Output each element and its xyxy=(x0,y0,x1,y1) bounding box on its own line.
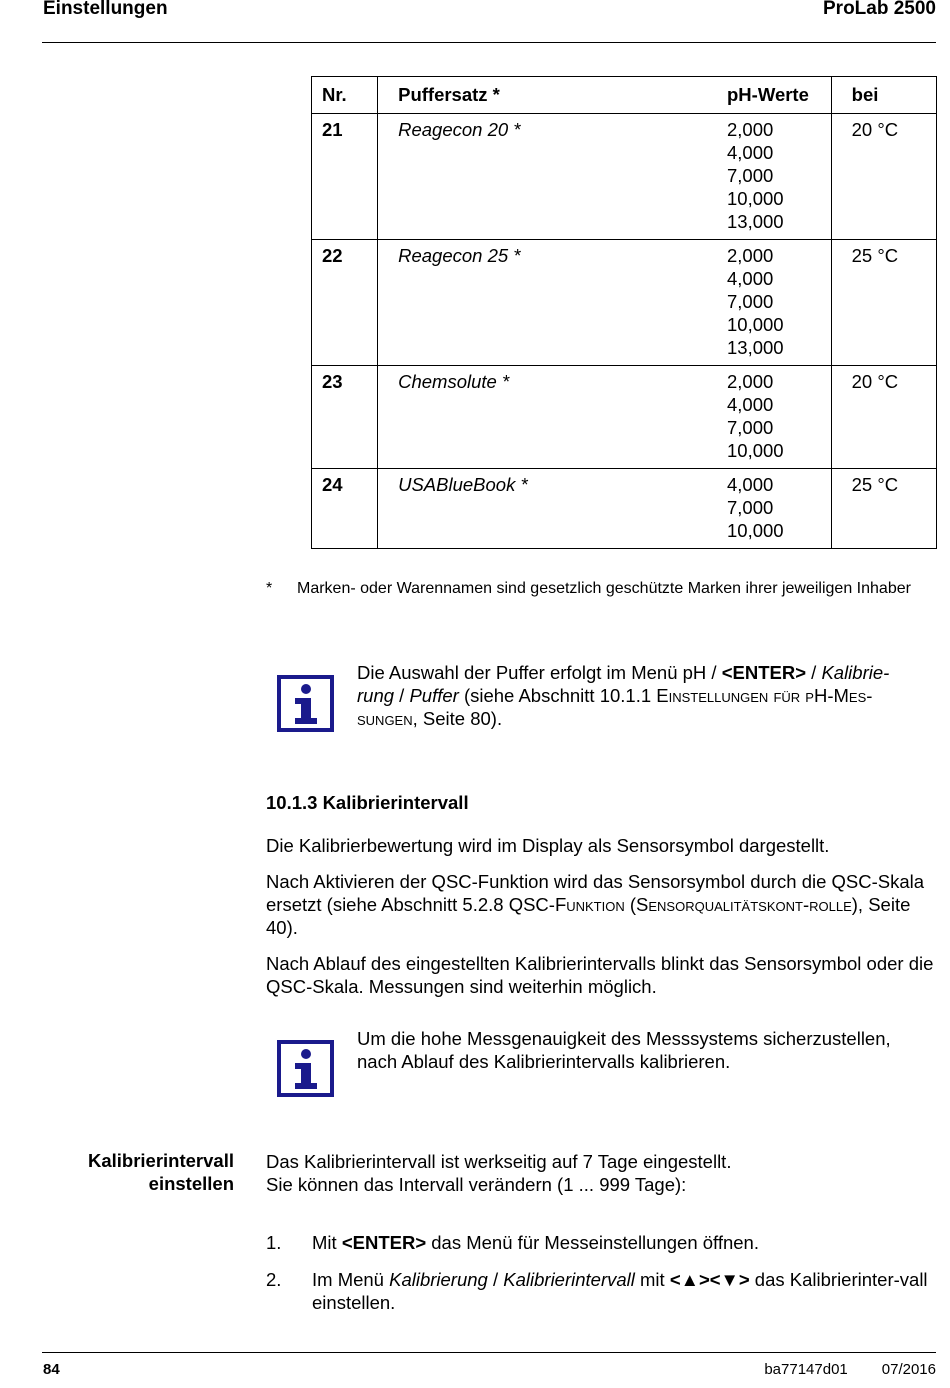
intro-line2: Sie können das Intervall verändern (1 ... 999 Tage): xyxy=(266,1174,687,1195)
row-nr: 22 xyxy=(312,240,378,366)
info-note-calibrate: Um die hohe Messgenauigkeit des Messsystems sicherzustellen, nach Ablauf des Kalibrierintervalls kalibrieren. xyxy=(357,1028,891,1072)
header-bei: bei xyxy=(831,77,936,114)
interval-intro xyxy=(266,1150,936,1196)
row-temperature: 20 °C xyxy=(831,366,936,469)
info1-text-b: / xyxy=(806,662,822,683)
qsc-section-reference: QSC-Funktion (Sensorqualitätskont-rolle) xyxy=(508,894,858,915)
paragraph-calibration-display: Die Kalibrierbewertung wird im Display als Sensorsymbol dargestellt. xyxy=(266,835,830,856)
menu-kalibrierung: Kalibrie-rung xyxy=(357,662,890,706)
section-title: 10.1.3 Kalibrierintervall xyxy=(266,792,469,813)
side-heading-line1: Kalibrierintervall xyxy=(87,1150,234,1171)
header-nr: Nr. xyxy=(312,77,378,114)
step-number: 2. xyxy=(266,1269,282,1290)
step-1 xyxy=(266,1231,936,1254)
row-temperature: 25 °C xyxy=(831,469,936,549)
menu-kalibrierintervall: Kalibrierintervall xyxy=(503,1269,635,1290)
ph-value: 7,000 xyxy=(727,497,774,518)
table-row xyxy=(312,114,937,240)
doc-number: ba77147d01 xyxy=(764,1361,848,1378)
row-buffer-name: Chemsolute * xyxy=(378,366,727,469)
paragraph-qsc xyxy=(266,870,936,939)
ph-value: 7,000 xyxy=(727,165,774,186)
ph-value: 4,000 xyxy=(727,142,774,163)
footnote-text: Marken- oder Warennamen sind gesetzlich geschützte Marken ihrer jeweiligen Inhaber xyxy=(297,580,911,597)
side-heading-line2: einstellen xyxy=(148,1173,234,1194)
page-header-product: ProLab 2500 xyxy=(823,0,936,19)
ph-value: 4,000 xyxy=(727,474,774,495)
ph-value: 2,000 xyxy=(727,119,774,140)
step-2 xyxy=(266,1268,936,1314)
intro-line1: Das Kalibrierintervall ist werkseitig auf 7 Tage eingestellt. xyxy=(266,1151,732,1172)
menu-puffer: Puffer xyxy=(409,685,459,706)
info1-text-d: (siehe Abschnitt 10.1.1 xyxy=(458,685,657,706)
header-rule xyxy=(42,42,936,43)
info1-text-a: Die Auswahl der Puffer erfolgt im Menü pH / xyxy=(357,662,722,683)
ph-value: 10,000 xyxy=(727,188,784,209)
info1-text-e: , Seite 80). xyxy=(412,708,503,729)
arrow-keys: <▲><▼> xyxy=(669,1269,750,1290)
row-buffer-name: USABlueBook * xyxy=(378,469,727,549)
step-text: Mit <ENTER> das Menü für Messeinstellungen öffnen. xyxy=(312,1232,759,1253)
ph-value: 2,000 xyxy=(727,245,774,266)
row-ph-values xyxy=(727,240,831,366)
row-nr: 23 xyxy=(312,366,378,469)
info1-text-c: / xyxy=(394,685,410,706)
table-row xyxy=(312,366,937,469)
row-ph-values xyxy=(727,366,831,469)
enter-key: <ENTER> xyxy=(341,1232,427,1253)
footnote-marker: * xyxy=(266,580,273,597)
ph-value: 10,000 xyxy=(727,520,784,541)
section-reference: Einstellungen für pH-Mes-sungen xyxy=(357,685,873,729)
info-icon xyxy=(277,675,334,732)
step-text: Im Menü Kalibrierung / Kalibrierintervall mit <▲><▼> das Kalibrierinter-vall einstellen. xyxy=(312,1269,928,1313)
row-ph-values xyxy=(727,114,831,240)
ph-value: 7,000 xyxy=(727,291,774,312)
footer-doc-info xyxy=(764,1361,936,1378)
ph-value: 10,000 xyxy=(727,314,784,335)
paragraph-interval-expiry: Nach Ablauf des eingestellten Kalibrierintervalls blinkt das Sensorsymbol oder die QSC-Skala. Messungen sind weiterhin möglich. xyxy=(266,953,934,997)
header-puffersatz: Puffersatz * xyxy=(378,77,727,114)
table-row xyxy=(312,240,937,366)
ph-value: 13,000 xyxy=(727,211,784,232)
page-number: 84 xyxy=(43,1361,60,1378)
row-buffer-name: Reagecon 20 * xyxy=(378,114,727,240)
footer-rule xyxy=(42,1352,936,1353)
ph-value: 10,000 xyxy=(727,440,784,461)
info-icon xyxy=(277,1040,334,1097)
ph-value: 13,000 xyxy=(727,337,784,358)
trademark-footnote xyxy=(266,578,926,599)
header-ph-werte: pH-Werte xyxy=(727,77,831,114)
row-nr: 21 xyxy=(312,114,378,240)
ph-value: 7,000 xyxy=(727,417,774,438)
step-number: 1. xyxy=(266,1232,282,1253)
table-header-row xyxy=(312,77,937,114)
doc-date: 07/2016 xyxy=(881,1361,936,1378)
p2-text-b: , Seite 40). xyxy=(266,894,911,938)
buffer-table xyxy=(311,76,937,549)
ph-value: 2,000 xyxy=(727,371,774,392)
menu-kalibrierung: Kalibrierung xyxy=(389,1269,488,1290)
table-row xyxy=(312,469,937,549)
ph-value: 4,000 xyxy=(727,268,774,289)
p2-text-a: Nach Aktivieren der QSC-Funktion wird das Sensorsymbol durch die QSC-Skala ersetzt (siehe Abschnitt 5.2.8 xyxy=(266,871,925,915)
side-heading xyxy=(88,1149,234,1195)
info-glyph-icon xyxy=(289,683,323,725)
row-ph-values xyxy=(727,469,831,549)
row-nr: 24 xyxy=(312,469,378,549)
row-buffer-name: Reagecon 25 * xyxy=(378,240,727,366)
info-note-buffer-selection xyxy=(357,661,925,730)
enter-key: <ENTER> xyxy=(721,662,807,683)
row-temperature: 25 °C xyxy=(831,240,936,366)
ph-value: 4,000 xyxy=(727,394,774,415)
row-temperature: 20 °C xyxy=(831,114,936,240)
page-header-title: Einstellungen xyxy=(43,0,168,19)
info-glyph-icon xyxy=(289,1048,323,1090)
